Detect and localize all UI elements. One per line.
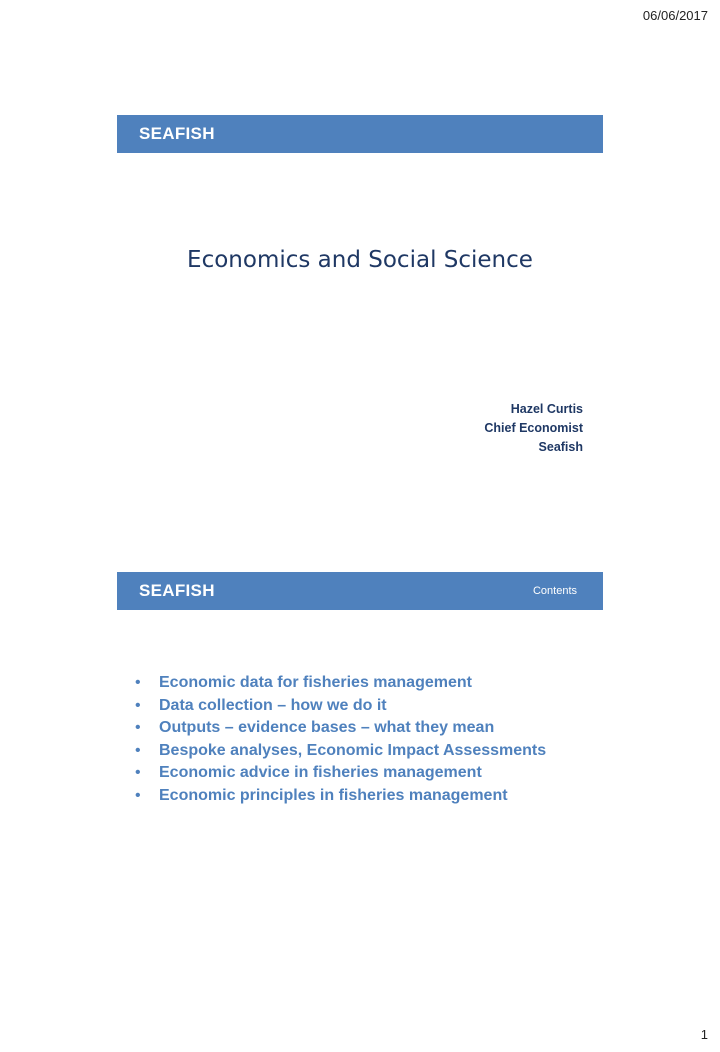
bullet-icon: • — [135, 674, 141, 691]
print-date: 06/06/2017 — [642, 8, 708, 23]
presenter-role: Chief Economist — [484, 421, 583, 435]
list-item: • Outputs – evidence bases – what they mean — [135, 717, 546, 740]
section-label: Contents — [532, 585, 577, 597]
page-number: 1 — [700, 1027, 708, 1042]
list-item: • Bespoke analyses, Economic Impact Assessments — [135, 740, 546, 763]
bullet-icon: • — [135, 696, 141, 714]
bullet-icon: • — [135, 764, 141, 781]
slide-banner — [117, 572, 603, 610]
bullet-icon: • — [135, 786, 141, 804]
brand-logo: SEAFISH — [139, 581, 215, 600]
presenter-block — [484, 400, 583, 457]
slide-title: Economics and Social Science — [187, 247, 533, 274]
slide-banner — [117, 115, 603, 153]
list-item: • Economic data for fisheries management — [135, 672, 546, 695]
presenter-name: Hazel Curtis — [510, 402, 583, 416]
presenter-organisation: Seafish — [538, 440, 583, 454]
brand-logo: SEAFISH — [139, 124, 215, 143]
slide-contents — [117, 572, 603, 902]
bullet-icon: • — [135, 719, 141, 736]
list-item: • Data collection – how we do it — [135, 695, 546, 718]
contents-list — [135, 672, 546, 807]
list-item: • Economic principles in fisheries management — [135, 785, 546, 808]
bullet-icon: • — [135, 741, 141, 759]
slide-title-slide — [117, 115, 603, 485]
list-item: • Economic advice in fisheries management — [135, 762, 546, 785]
